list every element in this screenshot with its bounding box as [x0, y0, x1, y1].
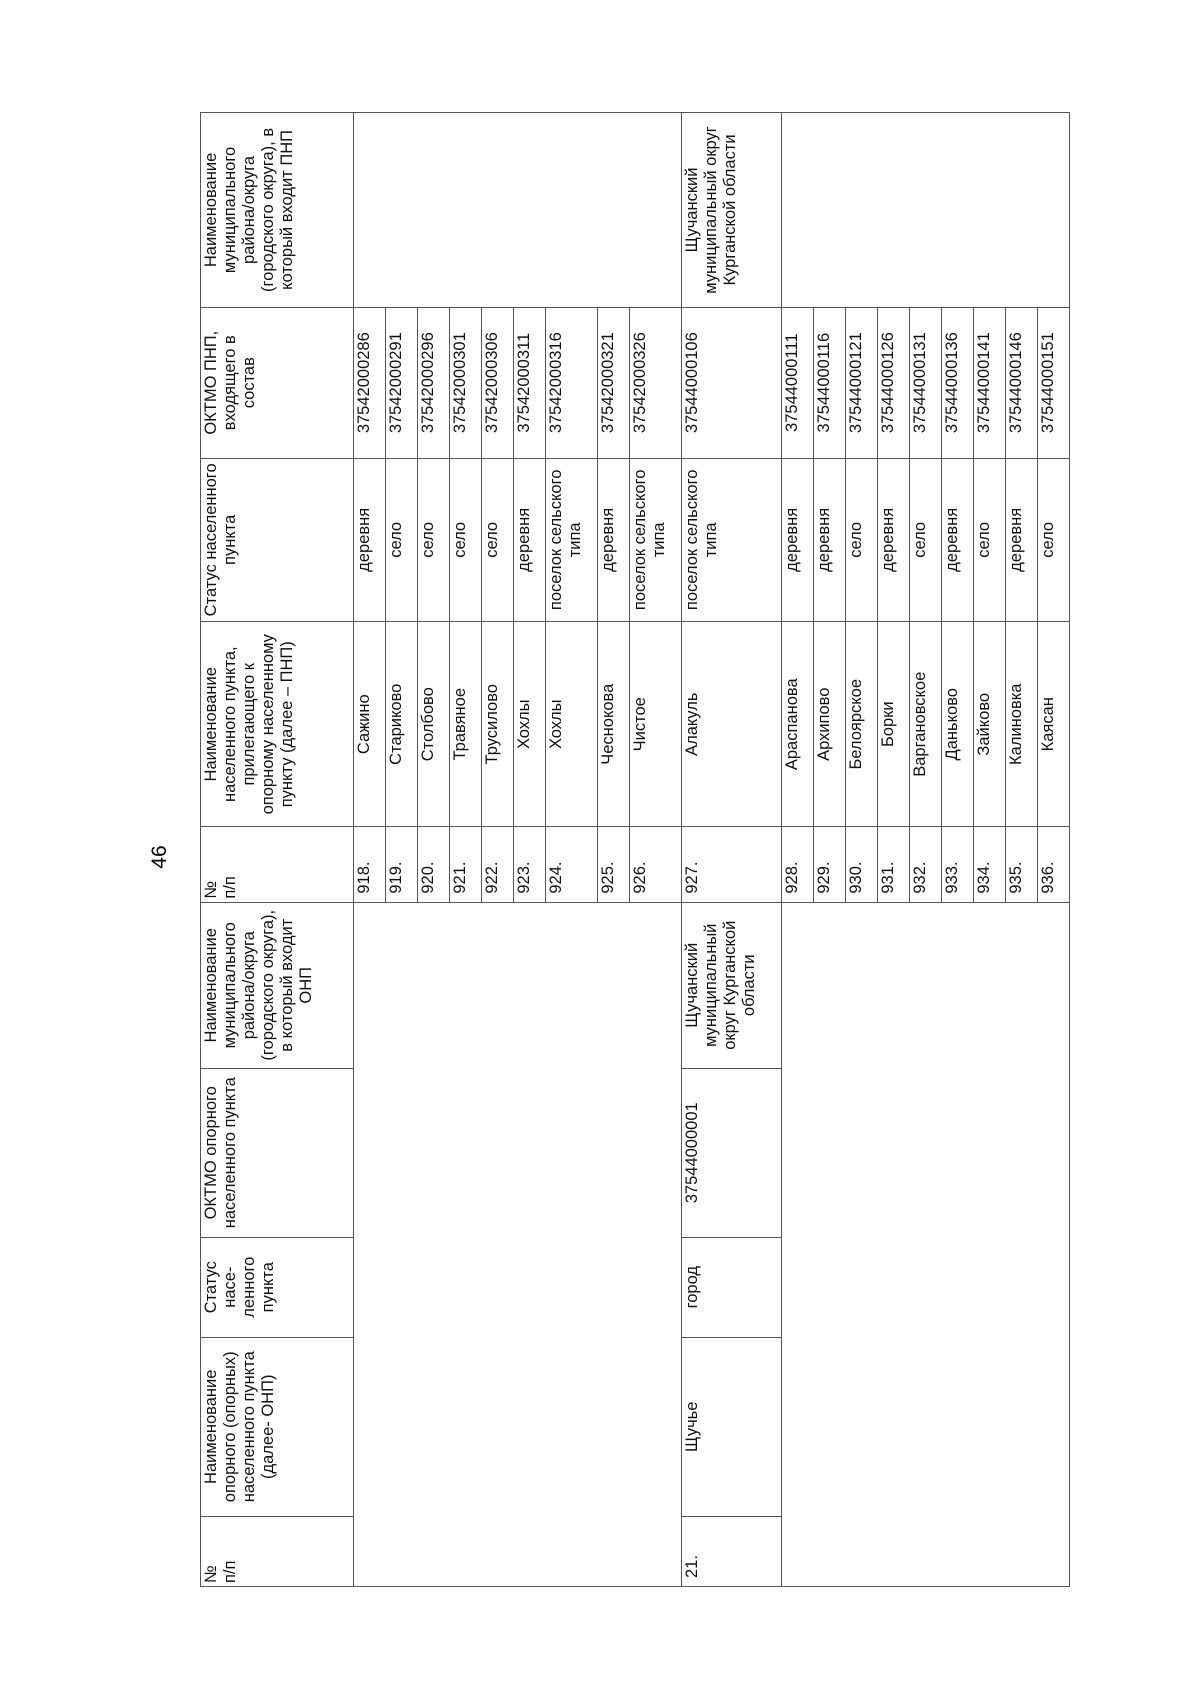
group2-mo-empty [782, 113, 1070, 308]
row-status: село [846, 458, 878, 622]
row-oktmo: 37542000311 [514, 307, 546, 458]
row-n: 925. [598, 827, 630, 902]
header-n: № п/п [201, 1516, 354, 1586]
row-status: деревня [354, 458, 386, 622]
row-status: село [418, 458, 450, 622]
onp-mo: Щучанский муниципальный округ Курганской области [682, 902, 782, 1068]
row-n: 929. [814, 827, 846, 902]
row-oktmo: 37544000126 [878, 307, 910, 458]
row-n: 932. [910, 827, 942, 902]
onp-status: город [682, 1237, 782, 1337]
row-n: 928. [782, 827, 814, 902]
row-oktmo: 37542000296 [418, 307, 450, 458]
header-onp-name: Наименование опорного (опорных) населенного пункта (далее- ОНП) [201, 1337, 354, 1516]
row-oktmo: 37544000116 [814, 307, 846, 458]
row-n: 936. [1038, 827, 1070, 902]
row-status: село [482, 458, 514, 622]
row-n: 935. [1006, 827, 1038, 902]
row-n: 921. [450, 827, 482, 902]
row-oktmo: 37544000121 [846, 307, 878, 458]
row-status: село [910, 458, 942, 622]
row-name: Зайково [974, 622, 1006, 827]
row-oktmo: 37544000141 [974, 307, 1006, 458]
row-status: деревня [814, 458, 846, 622]
group2-left-empty [782, 902, 1070, 1586]
row-name: Хохлы [546, 622, 598, 827]
row-n: 926. [630, 827, 682, 902]
row-n: 918. [354, 827, 386, 902]
group1-mo-empty [354, 113, 682, 308]
row-name: Калиновка [1006, 622, 1038, 827]
row-name: Сажино [354, 622, 386, 827]
row-status: поселок сельского типа [682, 458, 782, 622]
row-status: поселок сельского типа [546, 458, 598, 622]
row-name: Варгановское [910, 622, 942, 827]
row-oktmo: 37542000316 [546, 307, 598, 458]
header-pnp-name: Наименование населенного пункта, прилегающего к опорному населенному пункту (далее – ПНП) [201, 622, 354, 827]
pnp-mo: Щучанский муниципальный округ Курганской области [682, 113, 782, 308]
row-oktmo: 37542000321 [598, 307, 630, 458]
row-name: Хохлы [514, 622, 546, 827]
row-n: 930. [846, 827, 878, 902]
row-status: село [974, 458, 1006, 622]
row-oktmo: 37542000291 [386, 307, 418, 458]
row-name: Даньково [942, 622, 974, 827]
onp-oktmo: 37544000001 [682, 1068, 782, 1237]
row-oktmo: 37542000306 [482, 307, 514, 458]
row-n: 920. [418, 827, 450, 902]
row-oktmo: 37544000131 [910, 307, 942, 458]
table-row [682, 113, 782, 1587]
row-name: Белоярское [846, 622, 878, 827]
row-name: Каясан [1038, 622, 1070, 827]
onp-n: 21. [682, 1516, 782, 1586]
settlements-table [200, 112, 1070, 1587]
row-status: деревня [598, 458, 630, 622]
table-row [354, 113, 386, 1587]
row-n: 931. [878, 827, 910, 902]
row-n: 927. [682, 827, 782, 902]
row-oktmo: 37542000301 [450, 307, 482, 458]
row-name: Алакуль [682, 622, 782, 827]
row-n: 923. [514, 827, 546, 902]
onp-name: Щучье [682, 1337, 782, 1516]
row-status: деревня [514, 458, 546, 622]
row-status: село [1038, 458, 1070, 622]
row-status: поселок сельского типа [630, 458, 682, 622]
row-name: Столбово [418, 622, 450, 827]
row-name: Травяное [450, 622, 482, 827]
row-oktmo: 37544000136 [942, 307, 974, 458]
row-name: Араспанова [782, 622, 814, 827]
row-oktmo: 37544000151 [1038, 307, 1070, 458]
row-status: деревня [782, 458, 814, 622]
row-name: Чеснокова [598, 622, 630, 827]
row-n: 922. [482, 827, 514, 902]
row-status: деревня [878, 458, 910, 622]
table-row [782, 113, 814, 1587]
row-name: Чистое [630, 622, 682, 827]
row-n: 934. [974, 827, 1006, 902]
row-oktmo: 37542000286 [354, 307, 386, 458]
row-n: 933. [942, 827, 974, 902]
row-n: 919. [386, 827, 418, 902]
row-status: деревня [942, 458, 974, 622]
header-onp-oktmo: ОКТМО опорного населенного пункта [201, 1068, 354, 1237]
group1-left-empty [354, 902, 682, 1586]
row-oktmo: 37542000326 [630, 307, 682, 458]
row-oktmo: 37544000111 [782, 307, 814, 458]
row-n: 924. [546, 827, 598, 902]
row-status: село [386, 458, 418, 622]
header-onp-status: Статус насе-ленного пункта [201, 1237, 354, 1337]
header-pnp-status: Статус населенного пункта [201, 458, 354, 622]
row-name: Трусилово [482, 622, 514, 827]
header-row [201, 113, 354, 1587]
header-onp-mo: Наименование муниципального района/округа (городского округа), в который входит ОНП [201, 902, 354, 1068]
row-status: село [450, 458, 482, 622]
row-oktmo: 37544000146 [1006, 307, 1038, 458]
page-number: 46 [148, 845, 171, 869]
header-pnp-mo: Наименование муниципального района/округа (городского округа), в который входит ПНП [201, 113, 354, 308]
row-status: деревня [1006, 458, 1038, 622]
row-name: Стариково [386, 622, 418, 827]
rotated-page [200, 112, 1125, 1587]
header-pnp-n: № п/п [201, 827, 354, 902]
row-name: Архипово [814, 622, 846, 827]
header-pnp-oktmo: ОКТМО ПНП, входящего в состав [201, 307, 354, 458]
row-name: Борки [878, 622, 910, 827]
row-oktmo: 37544000106 [682, 307, 782, 458]
